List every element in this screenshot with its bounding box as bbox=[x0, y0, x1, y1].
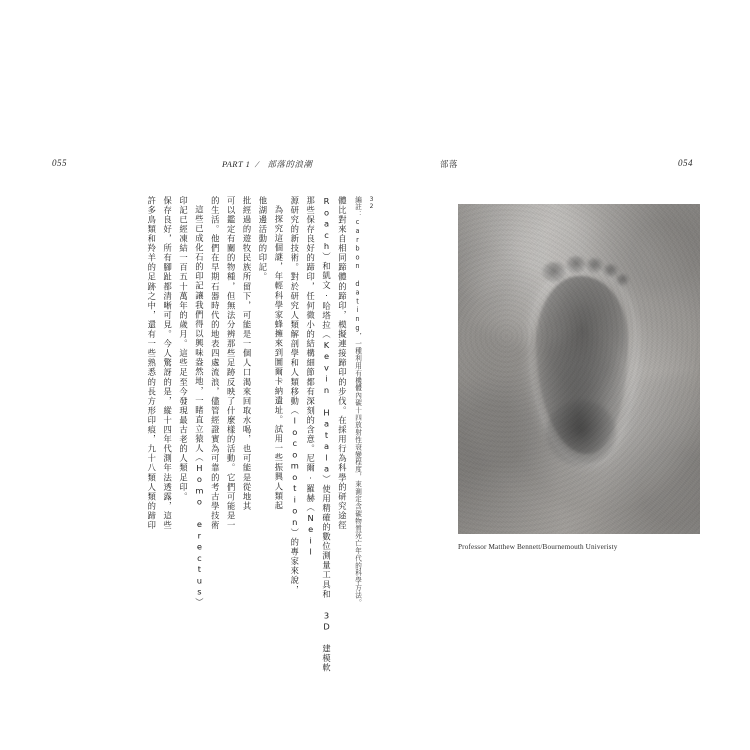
right-page-folio: 054 bbox=[678, 158, 693, 168]
body-column: 他湖邊活動的印記。 bbox=[257, 196, 268, 282]
photo-credit-caption: Professor Matthew Bennett/Bournemouth Univeristy bbox=[458, 543, 618, 551]
body-column: 的生活。他們在早期石器時代的地表四處流浪，儘管經證實為可靠的考古學技術 bbox=[210, 196, 221, 531]
left-page-body bbox=[44, 196, 375, 673]
right-page-running-head: 部落 bbox=[440, 159, 459, 169]
vertical-text-columns bbox=[140, 196, 375, 673]
body-column: 這些已成化石的印記讓我們得以興味盎然地，一睹直立猿人（Homo erectus） bbox=[194, 205, 205, 608]
body-column: 批經過的遊牧民族所留下，可能是一個人口渴來回取水喝，也可能是從地其 bbox=[242, 196, 253, 512]
body-column: 為探究這個謎，年輕科學家蜂擁來到圖爾卡納遺址。試用一些振興人類起 bbox=[273, 205, 284, 511]
section-title-left: 部落的浪潮 bbox=[267, 159, 313, 169]
footnote-text: 編註：carbon dating，一種利用有機體內碳十四放射性衰變程度，來測定含碳物質死亡年代的科學方法。 bbox=[353, 196, 362, 607]
body-column: 保存良好，所有腳趾都清晰可見。今人驚訝的是，縱十四年代測年法透露，這些 bbox=[162, 196, 173, 531]
left-page-folio: 055 bbox=[52, 158, 67, 168]
footnote-number: 32 bbox=[368, 196, 375, 210]
photo-vignette bbox=[458, 204, 700, 534]
body-column: 那些保存良好的蹄印，任何微小的結構細節都有深刻的含意。尼爾‧羅赫（Neil bbox=[305, 196, 316, 558]
body-column: 源研究的新技術。對於研究人類解剖學和人類移動（locomotion）的專家來說， bbox=[289, 196, 300, 595]
running-head-slash: / bbox=[255, 159, 261, 169]
footprint-photo bbox=[458, 204, 700, 534]
right-page-body bbox=[458, 204, 708, 551]
body-column: 印記已經凍結一百五十萬年的歲月。這些足至今發現最古老的人類足印。 bbox=[178, 196, 189, 502]
part-label: PART 1 bbox=[222, 159, 251, 169]
body-column: Roach）和凱文‧哈塔拉（Kevin Hatala）使用精確的數位測量工具和 3D 建模軟 bbox=[321, 196, 332, 673]
body-column: 可以鑑定有關的物種，但無法分辨那些足跡反映了什麼樣的活動。它們可能是一 bbox=[226, 196, 237, 531]
left-page-running-head bbox=[222, 158, 312, 170]
body-column: 許多鳥類和羚羊的足跡之中，還有一些熟悉的長方形印痕，九十八類人類的蹄印 bbox=[146, 196, 157, 531]
body-column: 體比對來自相同蹄體的蹄印，模擬連接蹄印的步伐。在採用行為科學的研究途徑 bbox=[337, 196, 348, 531]
